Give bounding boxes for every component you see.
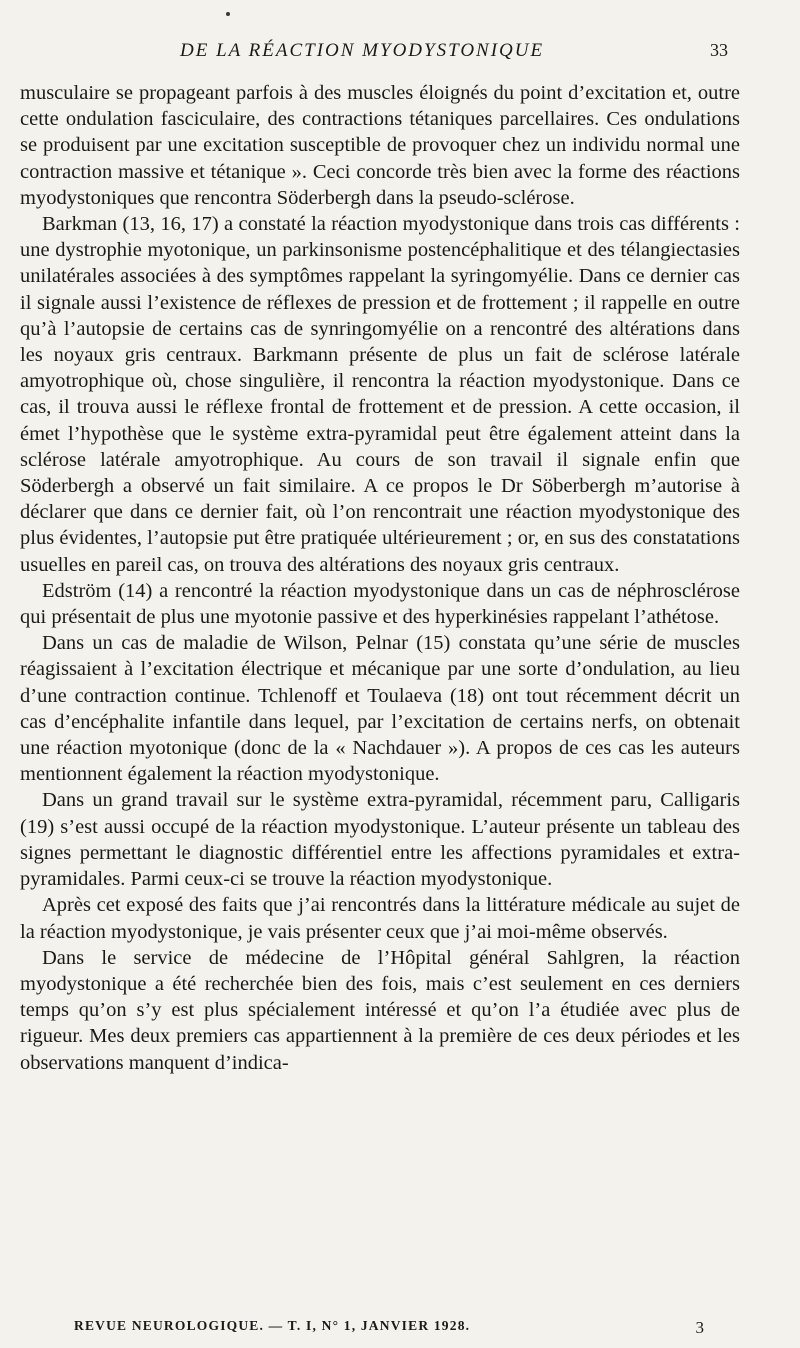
running-header bbox=[0, 40, 800, 66]
paragraph-sahlgren: Dans le service de médecine de l’Hôpital général Sahlgren, la réaction myodystonique a été recherchée bien des fois, mais c’est seulement en ces derniers temps qu’on s’y est plus spécialement intéressé et qu’on l’a étudiée avec plus de rigueur. Mes deux premiers cas appartiennent à la première de ces deux périodes et les observations manquent d’indica- bbox=[20, 946, 740, 1074]
page-footer bbox=[0, 1318, 800, 1340]
paragraph-wilson: Dans un cas de maladie de Wilson, Pelnar (15) constata qu’une série de muscles réagissaient à l’excitation électrique et mécanique par une sorte d’ondulation, au lieu d’une contraction continue. Tchlenoff et Toulaeva (18) ont tout récemment décrit un cas d’encéphalite infantile dans lequel, par l’excitation de certains nerfs, on obtenait une réaction myotonique (donc de la « Nachdauer »). A propos de ces cas les auteurs mentionnent également la réaction myodystonique. bbox=[20, 632, 740, 786]
paragraph-calligaris: Dans un grand travail sur le système extra-pyramidal, récemment paru, Calligaris (19) s’est aussi occupé de la réaction myodystonique. L’auteur présente un tableau des signes permettant le diagnostic différentiel entre les affections pyramidales et extra-pyramidales. Parmi ceux-ci se trouve la réaction myodystonique. bbox=[20, 789, 740, 891]
paragraph-barkman: Barkman (13, 16, 17) a constaté la réaction myodystonique dans trois cas différents : une dystrophie myotonique, un parkinsonisme postencéphalitique et des télangiectasies unilatérales associées à des symptômes rappelant la syringomyélie. Dans ce dernier cas il signale aussi l’existence de réflexes de pression et de frottement ; il rappelle en outre qu’à l’autopsie de certains cas de synringomyélie on a rencontré des altérations dans les noyaux gris centraux. Barkmann présente de plus un fait de sclérose latérale amyotrophique où, chose singulière, il rencontra la réaction myodystonique. Dans ce cas, il trouva aussi le réflexe frontal de frottement et de pression. A cette occasion, il émet l’hypothèse que le système extra-pyramidal peut être également atteint dans la sclérose latérale amyotrophique. Au cours de son travail il signale enfin que Söderbergh a observé un fait similaire. A ce propos le Dr Söberbergh m’autorise à déclarer que dans ce dernier fait, où l’on rencontrait une réaction myodystonique des plus évidentes, l’autopsie put être pratiquée ultérieurement ; or, en sus des constatations usuelles en pareil cas, on trouva des altérations des noyaux gris centraux. bbox=[20, 213, 740, 576]
body-text bbox=[20, 80, 740, 1076]
page-number: 33 bbox=[710, 40, 728, 60]
paragraph-continuation: musculaire se propageant parfois à des muscles éloignés du point d’excitation et, outre cette ondulation fasciculaire, des contractions tétaniques parcellaires. Ces ondulations se produisent par une excitation susceptible de provoquer chez un individu normal une contraction massive et tétanique ». Ceci concorde très bien avec la forme des réactions myodystoniques que rencontra Söderbergh dans la pseudo-sclérose. bbox=[20, 82, 740, 209]
journal-citation: REVUE NEUROLOGIQUE. — T. I, N° 1, JANVIER 1928. bbox=[74, 1318, 471, 1333]
signature-mark: 3 bbox=[695, 1318, 704, 1337]
paragraph-transition: Après cet exposé des faits que j’ai rencontrés dans la littérature médicale au sujet de la réaction myodystonique, je vais présenter ceux que j’ai moi-même observés. bbox=[20, 894, 740, 943]
ink-spot bbox=[226, 12, 230, 16]
running-title: DE LA RÉACTION MYODYSTONIQUE bbox=[180, 40, 545, 61]
paragraph-edstrom: Edström (14) a rencontré la réaction myodystonique dans un cas de néphrosclérose qui présentait de plus une myotonie passive et des hyperkinésies rappelant l’athétose. bbox=[20, 579, 740, 629]
